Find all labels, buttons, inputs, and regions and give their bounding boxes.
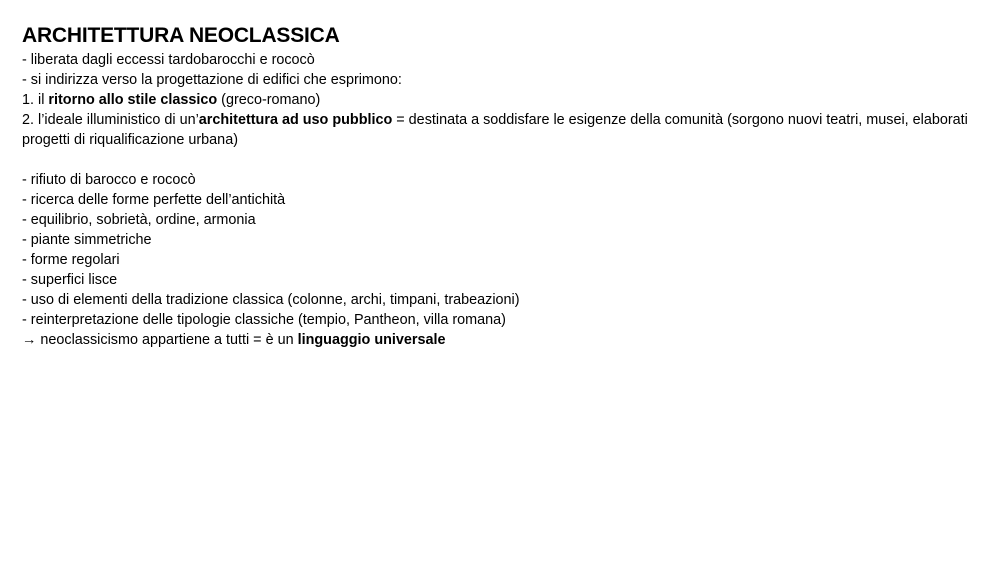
point-1: [22, 90, 972, 110]
intro-line-1: - liberata dagli eccessi tardobarocchi e rococò: [22, 52, 315, 68]
feature-item: - equilibrio, sobrietà, ordine, armonia: [22, 212, 256, 228]
feature-item: - uso di elementi della tradizione classica (colonne, archi, timpani, trabeazioni): [22, 292, 520, 308]
arrow-right-icon: →: [22, 332, 37, 348]
point-2-bold: architettura ad uso pubblico: [198, 112, 393, 128]
features-list: [22, 170, 972, 330]
feature-item: - reinterpretazione delle tipologie classiche (tempio, Pantheon, villa romana): [22, 312, 506, 328]
intro-line-2: - si indirizza verso la progettazione di edifici che esprimono:: [22, 72, 402, 88]
feature-item: - ricerca delle forme perfette dell’antichità: [22, 192, 286, 208]
point-1-prefix: 1. il: [22, 92, 49, 108]
conclusion-bold: linguaggio universale: [297, 332, 446, 348]
point-2-suffix: = destinata a soddisfare le esigenze della comunità (sorgono nuovi teatri, musei, elaborati progetti di riqualificazione urbana): [22, 112, 968, 148]
point-1-suffix: (greco-romano): [217, 92, 321, 108]
conclusion: [22, 330, 972, 350]
slide-title: ARCHITETTURA NEOCLASSICA: [22, 24, 340, 47]
point-1-bold: ritorno allo stile classico: [48, 92, 218, 108]
conclusion-prefix: neoclassicismo appartiene a tutti = è un: [36, 332, 298, 348]
slide-content: [22, 22, 972, 350]
feature-item: - piante simmetriche: [22, 232, 152, 248]
point-2: [22, 110, 972, 150]
spacer: [22, 150, 972, 170]
feature-item: - superfici lisce: [22, 272, 118, 288]
feature-item: - forme regolari: [22, 252, 120, 268]
point-2-prefix: 2. l’ideale illuministico di un’: [22, 112, 199, 128]
feature-item: - rifiuto di barocco e rococò: [22, 172, 196, 188]
